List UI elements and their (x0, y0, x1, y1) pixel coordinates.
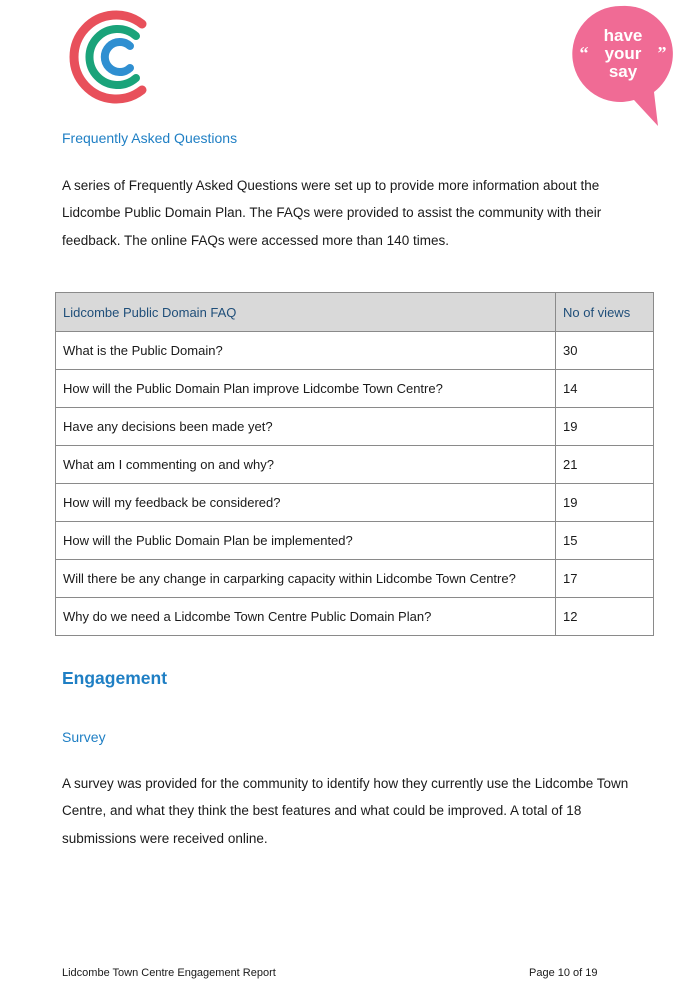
table-row (56, 332, 654, 370)
badge-line-2: your (604, 44, 642, 63)
table-row (56, 446, 654, 484)
faq-question: How will the Public Domain Plan improve Lidcombe Town Centre? (56, 370, 556, 408)
faq-views: 19 (556, 408, 654, 446)
table-row (56, 522, 654, 560)
faq-views: 12 (556, 598, 654, 636)
table-row (56, 598, 654, 636)
table-row (56, 560, 654, 598)
faq-views-table (55, 292, 654, 636)
faq-views: 14 (556, 370, 654, 408)
faq-intro: A series of Frequently Asked Questions were set up to provide more information about the Lidcombe Public Domain Plan. The FAQs were provided to assist the community with their feedback. The online FAQs were accessed more than 140 times. (62, 178, 602, 248)
footer-report-title: Lidcombe Town Centre Engagement Report (62, 967, 276, 979)
faq-heading: Frequently Asked Questions (62, 130, 238, 146)
faq-question: Why do we need a Lidcombe Town Centre Public Domain Plan? (56, 598, 556, 636)
faq-question: What am I commenting on and why? (56, 446, 556, 484)
faq-views: 15 (556, 522, 654, 560)
have-your-say-badge (568, 4, 674, 128)
close-quote-icon: ” (657, 43, 667, 63)
faq-views: 30 (556, 332, 654, 370)
footer-page-number: Page 10 of 19 (529, 967, 598, 979)
faq-question: Will there be any change in carparking capacity within Lidcombe Town Centre? (56, 560, 556, 598)
badge-line-3: say (608, 62, 638, 81)
table-row (56, 408, 654, 446)
open-quote-icon: “ (579, 43, 589, 63)
faq-question: How will the Public Domain Plan be implemented? (56, 522, 556, 560)
faq-views: 19 (556, 484, 654, 522)
table-row (56, 484, 654, 522)
table-row (56, 370, 654, 408)
survey-heading: Survey (62, 729, 106, 745)
faq-question: How will my feedback be considered? (56, 484, 556, 522)
table-header-row (56, 293, 654, 332)
engagement-heading: Engagement (62, 668, 168, 688)
header-question: Lidcombe Public Domain FAQ (56, 293, 556, 332)
council-logo (66, 8, 158, 106)
faq-question: What is the Public Domain? (56, 332, 556, 370)
faq-views: 17 (556, 560, 654, 598)
header-views: No of views (556, 293, 654, 332)
faq-question: Have any decisions been made yet? (56, 408, 556, 446)
badge-line-1: have (603, 26, 643, 45)
faq-views: 21 (556, 446, 654, 484)
survey-text: A survey was provided for the community to identify how they currently use the Lidcombe Town Centre, and what they think the best features and what could be improved. A total of 18 submissions were received online. (62, 776, 629, 846)
